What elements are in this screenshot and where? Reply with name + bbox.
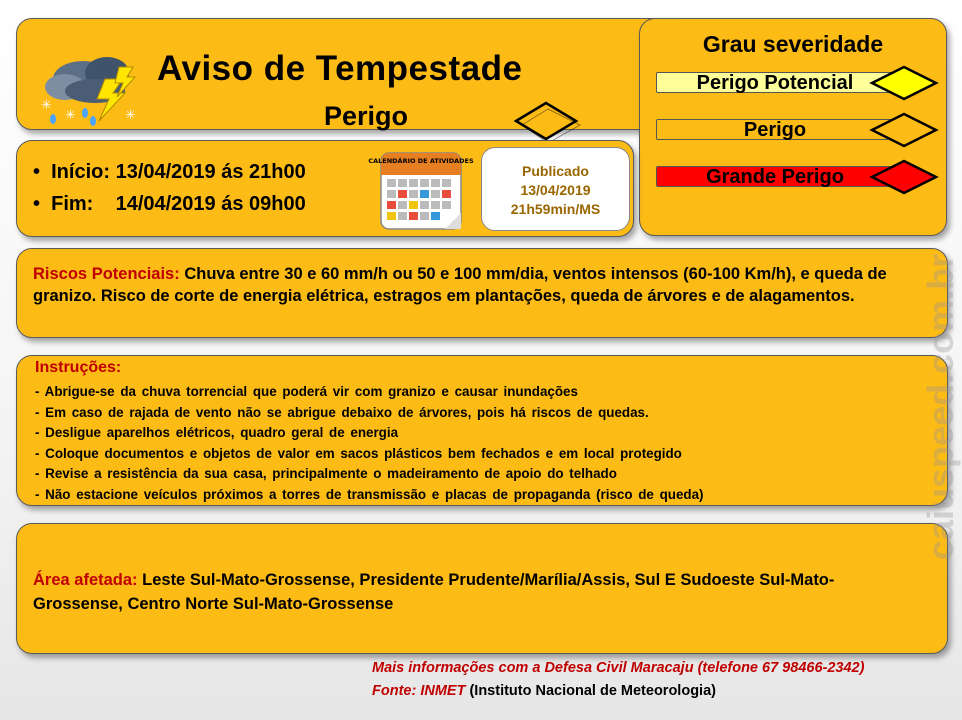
header-panel [16, 18, 686, 130]
svg-text:✳: ✳ [65, 108, 76, 123]
list-item: - Revise a resistência da sua casa, principalmente o madeiramento de apoio do telhado [35, 466, 617, 482]
instructions-list [35, 382, 704, 506]
diamond-yellow-icon [868, 65, 942, 101]
svg-text:✳: ✳ [125, 108, 136, 123]
severity-title: Grau severidade [702, 31, 884, 57]
severity-panel [639, 18, 947, 236]
start-date: • Início: 13/04/2019 ás 21h00 [33, 161, 306, 183]
footer-source: Fonte: INMET (Instituto Nacional de Meteorologia) [372, 683, 716, 699]
svg-text:✳: ✳ [41, 98, 52, 113]
risks-description: Chuva entre 30 e 60 mm/h ou 50 e 100 mm/dia, ventos intensos (60-100 Km/h), e queda de granizo. Risco de corte de energia elétrica, estragos em plantações, queda de árvores e de alagamentos. [33, 265, 887, 305]
area-panel [16, 523, 948, 654]
published-time: 21h59min/MS [510, 201, 601, 217]
area-label: Área afetada: [33, 571, 138, 589]
severity-level-potential: Perigo Potencial [656, 72, 894, 93]
storm-cloud-icon [35, 49, 147, 131]
diamond-icon [510, 99, 584, 143]
page-title: Aviso de Tempestade [157, 49, 523, 88]
risks-label: Riscos Potenciais: [33, 265, 180, 283]
published-date: 13/04/2019 [520, 182, 591, 198]
calendar-icon [368, 147, 474, 231]
severity-level-danger: Perigo [656, 119, 894, 140]
footer-contact: Mais informações com a Defesa Civil Maracaju (telefone 67 98466-2342) [372, 660, 865, 676]
list-item: - Desligue aparelhos elétricos, quadro geral de energia [35, 425, 399, 441]
area-text [33, 568, 913, 616]
severity-level-great-danger: Grande Perigo [656, 166, 894, 187]
dates-panel [16, 140, 634, 237]
published-box [481, 147, 630, 231]
risks-panel [16, 248, 948, 338]
watermark: caiuspeed.com.br [920, 253, 961, 560]
instructions-panel [16, 355, 948, 506]
list-item: - Coloque documentos e objetos de valor em sacos plásticos bem fechados e em local protegido [35, 445, 682, 461]
end-date: • Fim: 14/04/2019 ás 09h00 [33, 193, 306, 215]
alert-level-subtitle: Perigo [324, 101, 409, 131]
diamond-orange-icon [868, 112, 942, 148]
instructions-title: Instruções: [35, 359, 122, 376]
diamond-red-icon [868, 159, 942, 195]
risks-text [33, 263, 928, 307]
calendar-label: CALENDÁRIO DE ATIVIDADES [368, 157, 474, 165]
list-item: - Em caso de rajada de vento não se abrigue debaixo de árvores, pois há riscos de quedas. [35, 404, 649, 420]
list-item: - Não estacione veículos próximos a torres de transmissão e placas de propaganda (risco de queda) [35, 486, 704, 502]
list-item: - Abrigue-se da chuva torrencial que poderá vir com granizo e causar inundações [35, 384, 578, 399]
published-label: Publicado [522, 163, 589, 179]
area-description: Leste Sul-Mato-Grossense, Presidente Prudente/Marília/Assis, Sul E Sudoeste Sul-Mato-Grossense, Centro Norte Sul-Mato-Grossense [33, 571, 835, 613]
